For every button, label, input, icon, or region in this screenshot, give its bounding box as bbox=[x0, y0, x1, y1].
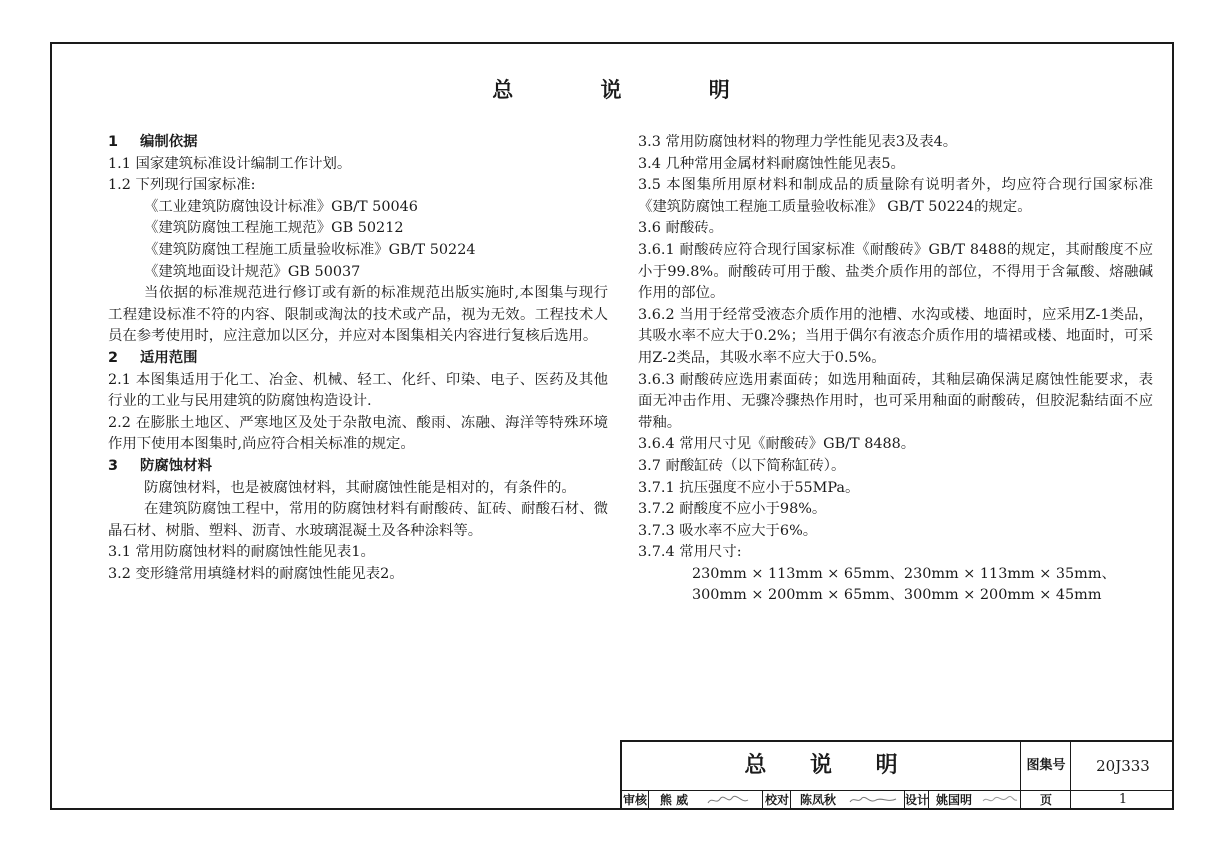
section-title: 适用范围 bbox=[140, 349, 198, 366]
standard-reference: 《建筑地面设计规范》GB 50037 bbox=[144, 263, 361, 280]
paragraph: 3.3 常用防腐蚀材料的物理力学性能见表3及表4。 bbox=[638, 134, 958, 150]
paragraph: 2.1 本图集适用于化工、冶金、机械、轻工、化纤、印染、电子、医药及其他行业的工业与民用建筑的防腐蚀构造设计. bbox=[108, 371, 608, 410]
paragraph: 当依据的标准规范进行修订或有新的标准规范出版实施时,本图集与现行工程建设标准不符的内容、限制或淘汰的技术或产品，视为无效。工程技术人员在参考使用时，应注意加以区分，并应对本图集相关内容进行复核后选用。 bbox=[108, 285, 608, 345]
review-label: 审核 bbox=[622, 793, 647, 807]
review-name: 熊 威 bbox=[648, 790, 699, 810]
section-heading bbox=[108, 132, 608, 154]
design-label: 设计 bbox=[904, 790, 929, 810]
check-label: 校对 bbox=[762, 790, 791, 810]
design-signature bbox=[980, 792, 1020, 808]
paragraph: 2.2 在膨胀土地区、严寒地区及处于杂散电流、酸雨、冻融、海洋等特殊环境作用下使用本图集时,尚应符合相关标准的规定。 bbox=[108, 414, 608, 453]
check-name: 陈凤秋 bbox=[790, 790, 845, 810]
paragraph: 3.4 几种常用金属材料耐腐蚀性能见表5。 bbox=[638, 155, 905, 172]
section-number: 2 bbox=[108, 349, 119, 366]
paragraph: 3.7 耐酸缸砖（以下简称缸砖）。 bbox=[638, 457, 846, 474]
paragraph: 1.2 下列现行国家标准: bbox=[108, 177, 256, 194]
paragraph: 3.6.2 当用于经常受液态介质作用的池槽、水沟或楼、地面时，应采用Z-1类品，其吸水率不应大于0.2%；当用于偶尔有液态介质作用的墙裙或楼、地面时，可采用Z-2类品，其吸水率不应大于0.5%。 bbox=[638, 306, 1153, 366]
paragraph: 3.7.4 常用尺寸: bbox=[638, 544, 742, 561]
section-number: 1 bbox=[108, 134, 119, 150]
left-column bbox=[108, 132, 608, 585]
standard-reference: 《建筑防腐蚀工程施工规范》GB 50212 bbox=[144, 220, 404, 237]
page-number: 1 bbox=[1070, 790, 1175, 810]
paragraph: 1.1 国家建筑标准设计编制工作计划。 bbox=[108, 155, 352, 172]
section-number: 3 bbox=[108, 457, 119, 474]
atlas-number-label: 图集号 bbox=[1020, 742, 1071, 790]
title-block bbox=[620, 740, 1174, 810]
paragraph: 3.5 本图集所用原材料和制成品的质量除有说明者外，均应符合现行国家标准《建筑防腐蚀工程施工质量验收标准》 GB/T 50224的规定。 bbox=[638, 177, 1153, 215]
paragraph: 3.2 变形缝常用填缝材料的耐腐蚀性能见表2。 bbox=[108, 565, 404, 582]
section-heading bbox=[108, 456, 608, 478]
paragraph: 3.6.3 耐酸砖应选用素面砖；如选用釉面砖，其釉层确保满足腐蚀性能要求，表面无冲击作用、无骤冷骤热作用时，也可采用釉面的耐酸砖，但胶泥黏结面不应带釉。 bbox=[638, 371, 1153, 431]
title-block-title: 总 说 明 bbox=[744, 753, 916, 778]
paragraph: 3.6 耐酸砖。 bbox=[638, 220, 724, 237]
right-column bbox=[638, 132, 1153, 607]
paragraph: 300mm × 200mm × 65mm、300mm × 200mm × 45mm bbox=[692, 587, 1102, 604]
paragraph: 3.6.1 耐酸砖应符合现行国家标准《耐酸砖》GB/T 8488的规定，其耐酸度不应小于99.8%。耐酸砖可用于酸、盐类介质作用的部位，不得用于含氟酸、熔融碱作用的部位。 bbox=[638, 241, 1153, 302]
check-signature bbox=[846, 792, 902, 808]
section-title: 编制依据 bbox=[140, 134, 198, 150]
paragraph: 3.7.2 耐酸度不应小于98%。 bbox=[638, 501, 827, 518]
title-block-signature-row bbox=[622, 790, 1174, 810]
review-signature bbox=[702, 792, 762, 808]
title-block-main-row bbox=[622, 742, 1174, 791]
paragraph: 3.7.1 抗压强度不应小于55MPa。 bbox=[638, 479, 860, 496]
paragraph: 防腐蚀材料，也是被腐蚀材料，其耐腐蚀性能是相对的，有条件的。 bbox=[144, 479, 576, 496]
paragraph: 在建筑防腐蚀工程中，常用的防腐蚀材料有耐酸砖、缸砖、耐酸石材、微晶石材、树脂、塑料、沥青、水玻璃混凝土及各种涂料等。 bbox=[108, 501, 608, 539]
atlas-number: 20J333 bbox=[1070, 742, 1175, 790]
standard-reference: 《建筑防腐蚀工程施工质量验收标准》GB/T 50224 bbox=[144, 241, 476, 258]
page-title: 总 说 明 bbox=[492, 78, 770, 102]
paragraph: 3.6.4 常用尺寸见《耐酸砖》GB/T 8488。 bbox=[638, 436, 916, 453]
paragraph: 3.7.3 吸水率不应大于6%。 bbox=[638, 522, 818, 539]
standard-reference: 《工业建筑防腐蚀设计标准》GB/T 50046 bbox=[144, 198, 418, 215]
design-name: 姚国明 bbox=[928, 790, 979, 810]
paragraph: 230mm × 113mm × 65mm、230mm × 113mm × 35mm、 bbox=[692, 565, 1116, 582]
page-label: 页 bbox=[1020, 790, 1071, 810]
section-heading bbox=[108, 348, 608, 370]
paragraph: 3.1 常用防腐蚀材料的耐腐蚀性能见表1。 bbox=[108, 544, 375, 561]
section-title: 防腐蚀材料 bbox=[140, 457, 212, 474]
